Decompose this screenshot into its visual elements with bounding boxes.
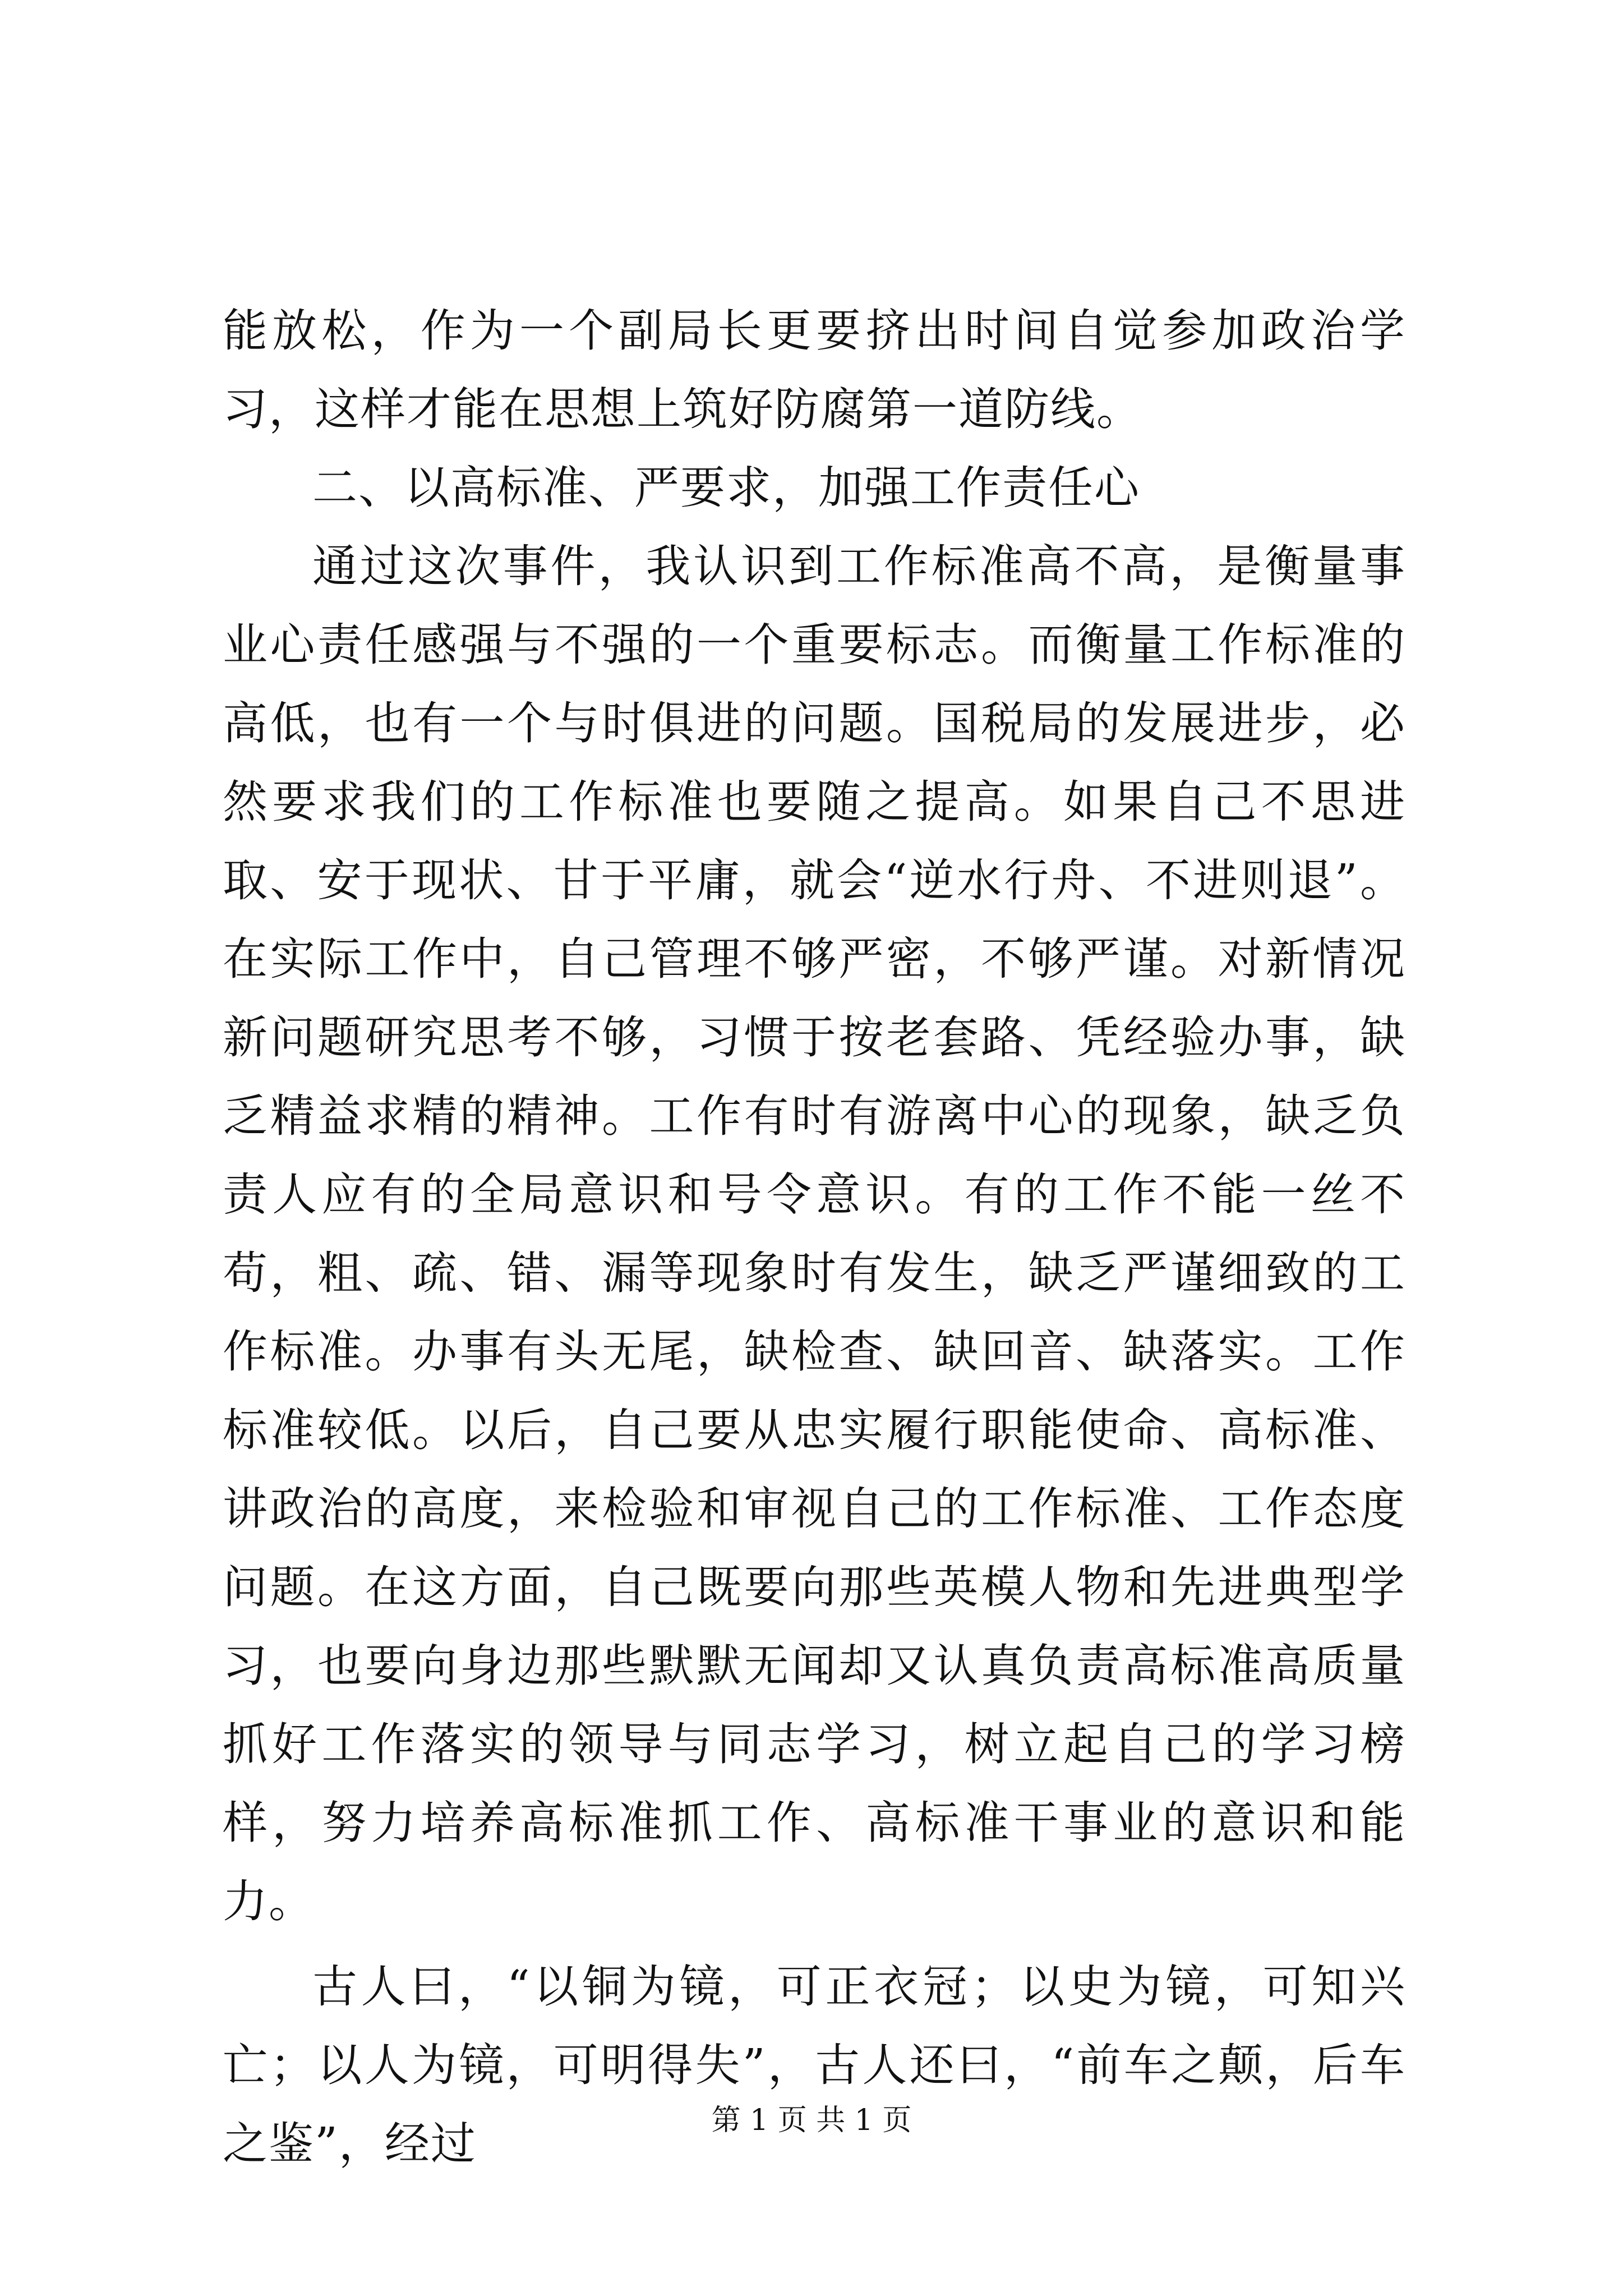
page-footer [0,2101,1623,2140]
document-body [223,292,1406,2183]
paragraph-work-standards: 通过这次事件，我认识到工作标准高不高，是衡量事业心责任感强与不强的一个重要标志。而衡量工作标准的高低，也有一个与时俱进的问题。国税局的发展进步，必然要求我们的工作标准也要随之提高。如果自己不思进取、安于现状、甘于平庸，就会“逆水行舟、不进则退”。在实际工作中，自己管理不够严密，不够严谨。对新情况新问题研究思考不够，习惯于按老套路、凭经验办事，缺乏精益求精的精神。工作有时有游离中心的现象，缺乏负责人应有的全局意识和号令意识。有的工作不能一丝不苟，粗、疏、错、漏等现象时有发生，缺乏严谨细致的工作标准。办事有头无尾，缺检查、缺回音、缺落实。工作标准较低。以后，自己要从忠实履行职能使命、高标准、讲政治的高度，来检验和审视自己的工作标准、工作态度问题。在这方面，自己既要向那些英模人物和先进典型学习，也要向身边那些默默无闻却又认真负责高标准高质量抓好工作落实的领导与同志学习，树立起自己的学习榜样，努力培养高标准抓工作、高标准干事业的意识和能力。 [223,540,1406,1927]
section-heading: 二、以高标准、严要求，加强工作责任心 [312,462,1140,514]
paragraph-continuation: 能放松，作为一个副局长更要挤出时间自觉参加政治学习，这样才能在思想上筑好防腐第一道防线。 [223,305,1406,435]
page-number-label: 第 1 页 共 1 页 [711,2104,912,2137]
paragraph-ancient-sayings: 古人曰，“以铜为镜，可正衣冠；以史为镜，可知兴亡；以人为镜，可明得失”，古人还曰，“前车之颠，后车之鉴”，经过 [223,1961,1406,2170]
